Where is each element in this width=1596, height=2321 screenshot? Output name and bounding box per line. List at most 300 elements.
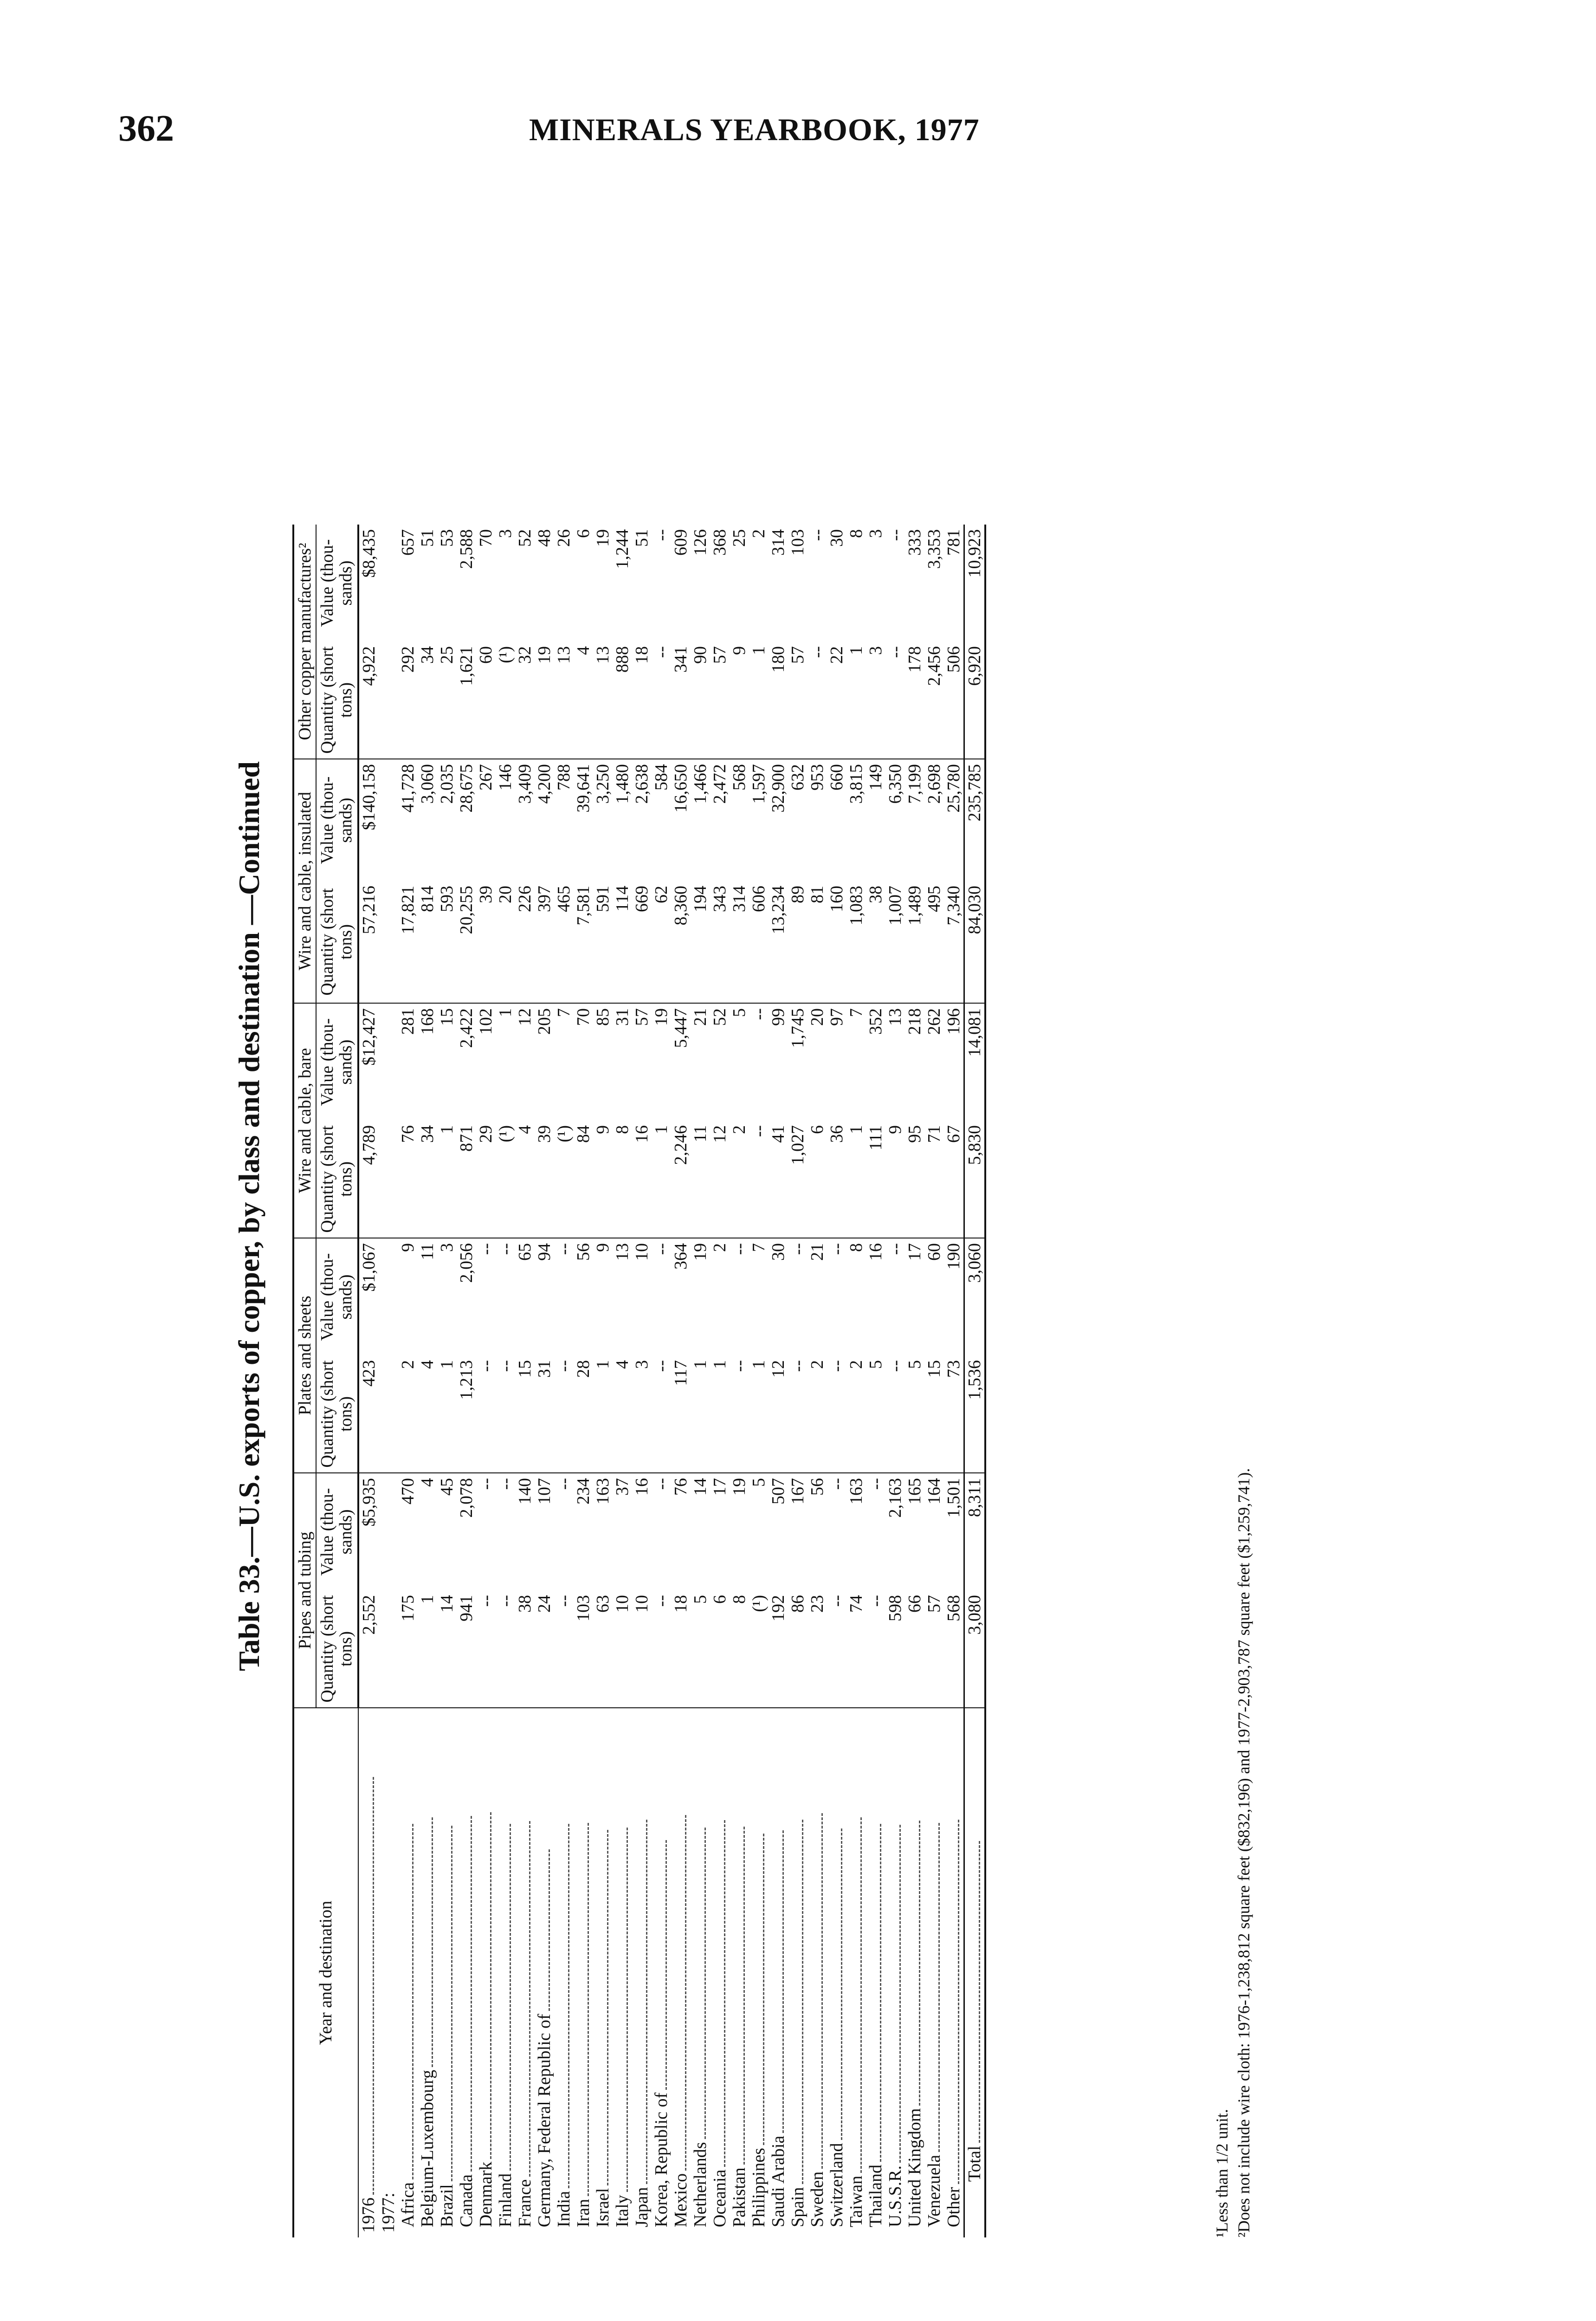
- row-label-text: Spain: [788, 2187, 808, 2227]
- quantity-header: Quantity (short tons): [316, 1590, 358, 1708]
- cell-value: 507: [768, 1478, 788, 1504]
- leader-dots: [946, 1820, 959, 2184]
- cell-value: 31: [535, 1355, 554, 1473]
- cell-value: 17: [905, 1243, 924, 1261]
- row-label-text: Finland: [495, 2173, 515, 2227]
- leader-dots: [848, 1817, 862, 2173]
- cell-value: 3: [437, 1243, 457, 1252]
- table-row: [749, 525, 769, 2237]
- cell-value: --: [476, 1590, 496, 1708]
- cell-value: 37: [612, 1478, 632, 1496]
- cell-value: 3: [632, 1355, 652, 1473]
- cell-value: $1,067: [359, 1243, 379, 1292]
- cell-value: 38: [866, 881, 885, 1003]
- table-row: [846, 525, 866, 2237]
- cell-value: 1: [846, 1121, 866, 1238]
- cell-value: 57: [632, 1008, 652, 1026]
- cell-value: 7,199: [905, 764, 924, 804]
- cell-value: 632: [788, 764, 808, 791]
- cell-value: 1: [437, 1355, 457, 1473]
- row-label-text: Belgium-Luxembourg: [417, 2069, 437, 2227]
- cell-value: --: [495, 1478, 515, 1490]
- cell-value: 10: [613, 1590, 632, 1708]
- table-row-total: [964, 525, 985, 2237]
- row-label-text: Iran: [573, 2198, 593, 2227]
- row-label: [652, 1708, 671, 2237]
- cell-value: 30: [827, 529, 846, 547]
- cell-value: 2,552: [358, 1590, 379, 1708]
- cell-value: 7,340: [944, 881, 964, 1003]
- cell-value: 51: [417, 529, 437, 547]
- cell-value: 97: [827, 1008, 846, 1026]
- table-row: [730, 525, 749, 2237]
- cell-value: 19: [593, 529, 613, 547]
- cell-value: 1,536: [964, 1355, 985, 1473]
- cell-value: 34: [418, 642, 437, 759]
- leader-dots: [770, 1830, 784, 2133]
- cell-value: 7,581: [574, 881, 593, 1003]
- table-row: [885, 525, 905, 2237]
- running-head: MINERALS YEARBOOK, 1977: [529, 112, 980, 147]
- quantity-header: Quantity (short tons): [316, 881, 358, 1003]
- cell-value: 111: [866, 1121, 885, 1238]
- cell-value: 9: [593, 1121, 613, 1238]
- cell-value: --: [788, 1243, 808, 1255]
- cell-value: 15: [515, 1355, 535, 1473]
- table-row: [496, 525, 515, 2237]
- row-label: [476, 1708, 496, 2237]
- cell-value: 7: [554, 1008, 574, 1017]
- cell-value: 70: [573, 1008, 593, 1026]
- cell-value: --: [827, 1590, 846, 1708]
- cell-value: 1,501: [943, 1478, 963, 1518]
- cell-value: 107: [534, 1478, 554, 1504]
- leader-dots: [556, 1824, 569, 2188]
- cell-value: 28: [574, 1355, 593, 1473]
- cell-value: 1: [593, 1355, 613, 1473]
- cell-value: 941: [457, 1590, 476, 1708]
- cell-value: --: [476, 1478, 496, 1490]
- cell-value: 168: [417, 1008, 437, 1035]
- table-row: [691, 525, 710, 2237]
- table-row: [944, 525, 964, 2237]
- cell-value: --: [808, 642, 827, 759]
- cell-value: 76: [398, 1121, 418, 1238]
- cell-value: 205: [534, 1008, 554, 1035]
- row-label-text: Philippines: [749, 2147, 769, 2227]
- cell-value: 19: [729, 1478, 749, 1496]
- cell-value: 871: [457, 1121, 476, 1238]
- cell-value: 2,456: [924, 642, 944, 759]
- cell-value: 3: [495, 529, 515, 538]
- cell-value: 13,234: [769, 881, 788, 1003]
- cell-value: 397: [535, 881, 554, 1003]
- row-label-text: Germany, Federal Republic of: [534, 2014, 554, 2227]
- cell-value: 14: [437, 1590, 457, 1708]
- cell-value: 13: [554, 642, 574, 759]
- table-row: [457, 525, 476, 2237]
- cell-value: 2: [808, 1355, 827, 1473]
- cell-value: 7: [846, 1008, 866, 1017]
- cell-value: 57: [924, 1590, 944, 1708]
- cell-value: --: [652, 1590, 671, 1708]
- table-row: [905, 525, 924, 2237]
- cell-value: 167: [788, 1478, 808, 1504]
- value-header: Value (thou- sands): [316, 1003, 358, 1121]
- group-header: Wire and cable, bare: [293, 1003, 316, 1238]
- row-label-text: Saudi Arabia: [768, 2135, 788, 2227]
- cell-value: 2: [846, 1355, 866, 1473]
- row-label: [554, 1708, 574, 2237]
- table-row: [437, 525, 457, 2237]
- cell-value: --: [730, 1355, 749, 1473]
- leader-dots: [400, 1824, 414, 2179]
- cell-value: 84: [574, 1121, 593, 1238]
- cell-value: 146: [495, 764, 515, 791]
- cell-value: 1: [437, 1121, 457, 1238]
- leader-dots: [751, 1834, 764, 2145]
- leader-dots: [361, 1777, 374, 2195]
- row-label: [749, 1708, 769, 2237]
- row-label-text: Taiwan: [846, 2175, 866, 2227]
- table-row: [613, 525, 632, 2237]
- cell-value: 24: [535, 1590, 554, 1708]
- cell-value: 16: [866, 1243, 885, 1261]
- cell-value: 117: [671, 1355, 691, 1473]
- cell-value: 48: [534, 529, 554, 547]
- cell-value: 10: [632, 1243, 652, 1261]
- cell-value: 8: [613, 1121, 632, 1238]
- cell-value: 36: [827, 1121, 846, 1238]
- table-body: [358, 525, 985, 2237]
- cell-value: 2,638: [632, 764, 652, 804]
- row-label: [671, 1708, 691, 2237]
- cell-value: 423: [358, 1355, 379, 1473]
- leader-dots: [614, 1828, 628, 2192]
- row-label-text: Japan: [632, 2187, 652, 2227]
- leader-dots: [673, 1815, 686, 2171]
- cell-value: 21: [690, 1008, 710, 1026]
- cell-value: 38: [515, 1590, 535, 1708]
- cell-value: 4,789: [358, 1121, 379, 1238]
- cell-value: 31: [612, 1008, 632, 1026]
- leader-dots: [478, 1812, 491, 2159]
- cell-value: 352: [866, 1008, 885, 1035]
- group-header-row: [293, 525, 316, 2237]
- cell-value: 7: [749, 1243, 769, 1252]
- cell-value: 45: [437, 1478, 457, 1496]
- cell-value: 333: [905, 529, 924, 556]
- cell-value: 3,353: [924, 529, 944, 569]
- leader-dots: [634, 1820, 647, 2184]
- cell-value: 9: [593, 1243, 613, 1252]
- row-label: [710, 1708, 730, 2237]
- table-row: [398, 525, 418, 2237]
- year-1977-heading-row: [379, 525, 398, 2237]
- cell-value: (¹): [496, 642, 515, 759]
- cell-value: 281: [398, 1008, 418, 1035]
- cell-value: --: [885, 1355, 905, 1473]
- cell-value: 84,030: [964, 881, 985, 1003]
- cell-value: 85: [593, 1008, 613, 1026]
- cell-value: --: [554, 1478, 574, 1490]
- cell-value: 39,641: [573, 764, 593, 813]
- cell-value: 39: [535, 1121, 554, 1238]
- empty-cell: [379, 1003, 398, 1121]
- cell-value: 5: [866, 1355, 885, 1473]
- cell-value: 5,447: [671, 1008, 691, 1048]
- cell-value: 22: [827, 642, 846, 759]
- footnotes: [1211, 1468, 1255, 2237]
- cell-value: 1,597: [749, 764, 769, 804]
- value-header: Value (thou- sands): [316, 525, 358, 642]
- cell-value: 2: [710, 1243, 730, 1252]
- cell-value: 1,480: [612, 764, 632, 804]
- row-label-text: Italy: [612, 2195, 632, 2227]
- group-header: Plates and sheets: [293, 1238, 316, 1473]
- cell-value: 11: [691, 1121, 710, 1238]
- cell-value: 314: [730, 881, 749, 1003]
- table-row: [574, 525, 593, 2237]
- cell-value: 2,056: [456, 1243, 476, 1283]
- cell-value: 12: [515, 1008, 535, 1026]
- table-title: Table 33.—U.S. exports of copper, by class and destination —Continued: [233, 761, 265, 1672]
- leader-dots: [653, 1840, 667, 2090]
- cell-value: --: [554, 1355, 574, 1473]
- cell-value: 10,923: [964, 525, 985, 642]
- cell-value: --: [885, 529, 905, 541]
- cell-value: 63: [593, 1590, 613, 1708]
- row-label-text: Denmark: [476, 2161, 496, 2227]
- cell-value: 3,815: [846, 764, 866, 804]
- empty-cell: [379, 1590, 398, 1708]
- leader-dots: [829, 1828, 842, 2140]
- row-label-text: Sweden: [807, 2171, 827, 2227]
- cell-value: 3,409: [515, 764, 535, 804]
- cell-value: 14: [690, 1478, 710, 1496]
- cell-value: --: [652, 1355, 671, 1473]
- cell-value: 196: [943, 1008, 963, 1035]
- cell-value: 4: [574, 642, 593, 759]
- cell-value: (¹): [496, 1121, 515, 1238]
- cell-value: 3,080: [964, 1590, 985, 1708]
- cell-value: (¹): [554, 1121, 574, 1238]
- cell-value: 1,083: [846, 881, 866, 1003]
- table-row: [476, 525, 496, 2237]
- group-header: Pipes and tubing: [293, 1473, 316, 1708]
- cell-value: 2,246: [671, 1121, 691, 1238]
- cell-value: 2,588: [456, 529, 476, 569]
- row-label: [885, 1708, 905, 2237]
- cell-value: 99: [768, 1008, 788, 1026]
- cell-value: --: [476, 1243, 496, 1255]
- table-row: [535, 525, 554, 2237]
- cell-value: 25: [437, 642, 457, 759]
- leader-dots: [459, 1816, 472, 2172]
- cell-value: 16: [632, 1121, 652, 1238]
- cell-value: 267: [476, 764, 496, 791]
- cell-value: 465: [554, 881, 574, 1003]
- cell-value: 26: [554, 529, 574, 547]
- cell-value: --: [476, 1355, 496, 1473]
- empty-cell: [379, 759, 398, 881]
- cell-value: 164: [924, 1478, 944, 1504]
- cell-value: 126: [690, 529, 710, 556]
- leader-dots: [420, 1817, 433, 2067]
- cell-value: 1: [749, 642, 769, 759]
- footnote: ¹Less than 1/2 unit.: [1213, 2109, 1231, 2237]
- cell-value: 6: [808, 1121, 827, 1238]
- cell-value: 9: [885, 1121, 905, 1238]
- cell-value: 1,007: [885, 881, 905, 1003]
- cell-value: --: [866, 1478, 885, 1490]
- cell-value: 609: [671, 529, 691, 556]
- row-label-text: Total: [964, 2146, 984, 2182]
- cell-value: $8,435: [359, 529, 379, 578]
- cell-value: $5,935: [359, 1478, 379, 1527]
- table-row: [652, 525, 671, 2237]
- cell-value: 18: [671, 1590, 691, 1708]
- cell-value: 1,244: [612, 529, 632, 569]
- cell-value: 62: [652, 881, 671, 1003]
- row-label: [535, 1708, 554, 2237]
- cell-value: 17,821: [398, 881, 418, 1003]
- cell-value: --: [554, 1590, 574, 1708]
- cell-value: 140: [515, 1478, 535, 1504]
- cell-value: 28,675: [456, 764, 476, 813]
- cell-value: --: [496, 1590, 515, 1708]
- cell-value: --: [729, 1243, 749, 1255]
- cell-value: 19: [690, 1243, 710, 1261]
- cell-value: 4: [515, 1121, 535, 1238]
- row-label-text: U.S.S.R.: [885, 2165, 905, 2227]
- cell-value: 368: [710, 529, 730, 556]
- cell-value: 2,472: [710, 764, 730, 804]
- cell-value: 2,163: [885, 1478, 905, 1518]
- cell-value: 57: [710, 642, 730, 759]
- table-row: [866, 525, 885, 2237]
- quantity-header: Quantity (short tons): [316, 1355, 358, 1473]
- cell-value: --: [827, 1355, 846, 1473]
- leader-dots: [536, 1849, 550, 2011]
- cell-value: 56: [807, 1478, 827, 1496]
- row-label-text: Netherlands: [690, 2142, 710, 2227]
- cell-value: 1: [495, 1008, 515, 1017]
- row-label-text: France: [515, 2179, 535, 2227]
- cell-value: --: [866, 1590, 885, 1708]
- year-1977-label: 1977:: [378, 2192, 398, 2233]
- quantity-header: Quantity (short tons): [316, 1121, 358, 1238]
- cell-value: --: [788, 1355, 808, 1473]
- cell-value: 20: [496, 881, 515, 1003]
- cell-value: 2: [730, 1121, 749, 1238]
- group-header: Wire and cable, insulated: [293, 759, 316, 1003]
- row-label: [437, 1708, 457, 2237]
- row-label: [730, 1708, 749, 2237]
- cell-value: 163: [846, 1478, 866, 1504]
- cell-value: 5: [905, 1355, 924, 1473]
- stub-header: Year and destination: [293, 1708, 358, 2237]
- cell-value: 568: [944, 1590, 964, 1708]
- cell-value: 1,745: [788, 1008, 808, 1048]
- cell-value: 19: [651, 1008, 671, 1026]
- cell-value: --: [651, 1243, 671, 1255]
- cell-value: 660: [827, 764, 846, 791]
- cell-value: 9: [398, 1243, 418, 1252]
- cell-value: 102: [476, 1008, 496, 1035]
- cell-value: 3: [866, 529, 885, 538]
- row-label-text: Africa: [398, 2182, 418, 2227]
- cell-value: --: [749, 1121, 769, 1238]
- value-header: Value (thou- sands): [316, 759, 358, 881]
- empty-cell: [379, 1238, 398, 1355]
- value-header: Value (thou- sands): [316, 1238, 358, 1355]
- cell-value: 364: [671, 1243, 691, 1270]
- cell-value: (¹): [749, 1590, 769, 1708]
- cell-value: 343: [710, 881, 730, 1003]
- cell-value: 1,027: [788, 1121, 808, 1238]
- cell-value: 3: [866, 642, 885, 759]
- row-label-text: Brazil: [437, 2184, 457, 2227]
- row-label-text: United Kingdom: [905, 2108, 924, 2227]
- cell-value: 165: [905, 1478, 924, 1504]
- rotated-table-block: [232, 195, 1323, 2237]
- leader-dots: [967, 1841, 980, 2143]
- cell-value: 20,255: [457, 881, 476, 1003]
- row-label: [574, 1708, 593, 2237]
- cell-value: 2,078: [456, 1478, 476, 1518]
- cell-value: 1: [749, 1355, 769, 1473]
- cell-value: 18: [632, 642, 652, 759]
- cell-value: 53: [437, 529, 457, 547]
- row-label: [691, 1708, 710, 2237]
- table-row-1976: [358, 525, 379, 2237]
- cell-value: --: [885, 642, 905, 759]
- row-label-text: Korea, Republic of: [651, 2092, 671, 2227]
- cell-value: 57,216: [358, 881, 379, 1003]
- value-header: Value (thou- sands): [316, 1473, 358, 1590]
- leader-dots: [887, 1825, 901, 2163]
- row-label: [496, 1708, 515, 2237]
- cell-value: 76: [671, 1478, 691, 1496]
- cell-value: 292: [398, 642, 418, 759]
- cell-value: 16,650: [671, 764, 691, 813]
- cell-value: --: [827, 1243, 846, 1255]
- cell-value: 6: [710, 1590, 730, 1708]
- cell-value: 8: [730, 1590, 749, 1708]
- cell-value: --: [651, 1478, 671, 1490]
- row-label-text: Canada: [456, 2174, 476, 2227]
- row-label: [944, 1708, 964, 2237]
- table-row: [769, 525, 788, 2237]
- cell-value: 8: [846, 1243, 866, 1252]
- cell-value: 669: [632, 881, 652, 1003]
- cell-value: --: [885, 1243, 905, 1255]
- leader-dots: [575, 1823, 589, 2196]
- cell-value: 506: [944, 642, 964, 759]
- cell-value: 888: [613, 642, 632, 759]
- cell-value: 1: [710, 1355, 730, 1473]
- cell-value: 19: [535, 642, 554, 759]
- cell-value: 17: [710, 1478, 730, 1496]
- row-label: [808, 1708, 827, 2237]
- copper-exports-table: [292, 525, 986, 2237]
- cell-value: 163: [593, 1478, 613, 1504]
- row-label-text: Switzerland: [827, 2143, 846, 2227]
- cell-value: 314: [768, 529, 788, 556]
- cell-value: 41,728: [398, 764, 418, 813]
- cell-value: 25,780: [943, 764, 963, 813]
